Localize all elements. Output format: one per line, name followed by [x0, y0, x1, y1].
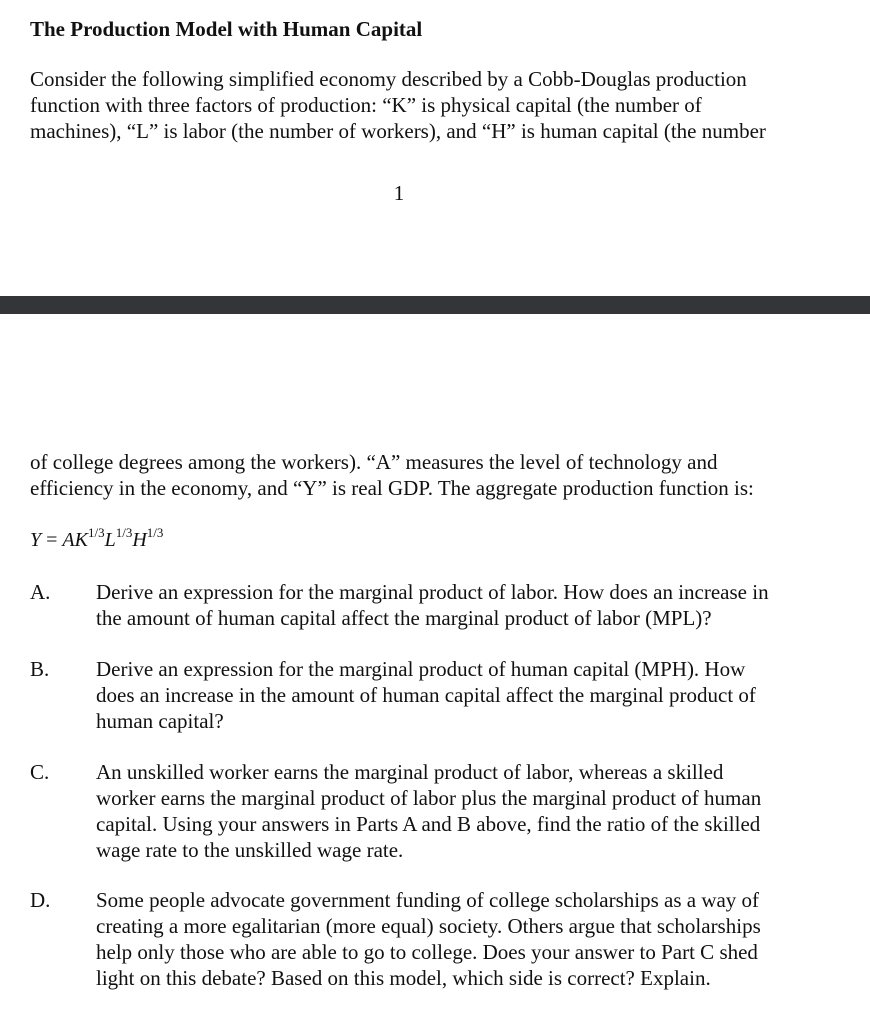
question-line: does an increase in the amount of human capital affect the marginal product of — [96, 683, 756, 707]
page-number: 1 — [393, 181, 405, 205]
question-letter: A. — [30, 580, 51, 604]
question-letter: D. — [30, 888, 51, 912]
intro-line: efficiency in the economy, and “Y” is real GDP. The aggregate production function is: — [30, 476, 754, 500]
question-body — [96, 887, 856, 991]
equation-h: H — [132, 529, 147, 551]
equation-y: Y — [30, 529, 42, 551]
question-line: Some people advocate government funding of college scholarships as a way of — [96, 888, 760, 912]
question-line: Derive an expression for the marginal product of labor. How does an increase in — [96, 580, 769, 604]
question-line: light on this debate? Based on this model, which side is correct? Explain. — [96, 966, 711, 990]
equation-h-exponent: 1/3 — [146, 525, 164, 540]
equation-k: K — [74, 529, 88, 551]
intro-line: function with three factors of production: “K” is physical capital (the number of — [30, 93, 702, 117]
document-title: The Production Model with Human Capital — [30, 17, 423, 41]
production-function-equation — [30, 526, 163, 554]
equation-k-exponent: 1/3 — [87, 525, 105, 540]
question-letter: B. — [30, 657, 50, 681]
equation-a: A — [62, 529, 75, 551]
question-body — [96, 579, 856, 631]
question-line: help only those who are able to go to college. Does your answer to Part C shed — [96, 940, 758, 964]
question-body — [96, 759, 856, 863]
equation-l-exponent: 1/3 — [115, 525, 133, 540]
question-line: Derive an expression for the marginal product of human capital (MPH). How — [96, 657, 746, 681]
equation-equals: = — [41, 529, 63, 551]
intro-line: Consider the following simplified economy described by a Cobb-Douglas production — [30, 67, 747, 91]
intro-line: machines), “L” is labor (the number of workers), and “H” is human capital (the number — [30, 119, 766, 143]
question-line: capital. Using your answers in Parts A and B above, find the ratio of the skilled — [96, 812, 761, 836]
page-break-divider — [0, 296, 870, 314]
question-line: creating a more egalitarian (more equal) society. Others argue that scholarships — [96, 914, 761, 938]
question-line: wage rate to the unskilled wage rate. — [96, 838, 404, 862]
question-line: worker earns the marginal product of labor plus the marginal product of human — [96, 786, 762, 810]
question-line: human capital? — [96, 709, 224, 733]
question-line: An unskilled worker earns the marginal product of labor, whereas a skilled — [96, 760, 724, 784]
question-letter: C. — [30, 760, 50, 784]
equation-l: L — [104, 529, 116, 551]
question-line: the amount of human capital affect the marginal product of labor (MPL)? — [96, 606, 712, 630]
question-body — [96, 656, 856, 734]
intro-paragraph-part-2 — [30, 449, 830, 501]
intro-line: of college degrees among the workers). “A” measures the level of technology and — [30, 450, 718, 474]
intro-paragraph-part-1 — [30, 66, 830, 144]
